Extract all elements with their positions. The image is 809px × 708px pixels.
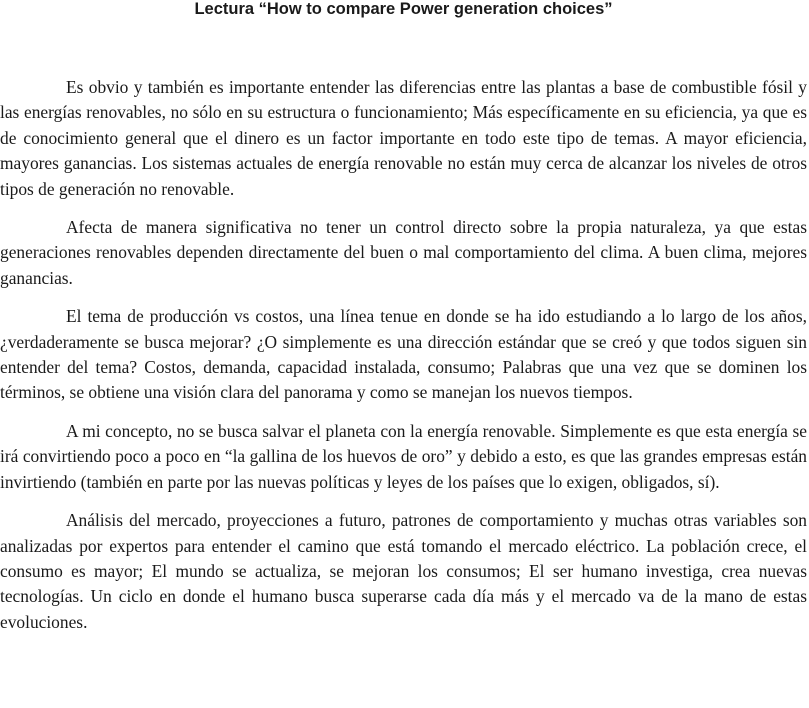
paragraph-5: Análisis del mercado, proyecciones a futuro, patrones de comportamiento y muchas otras variables son analizadas por expertos para entender el camino que está tomando el mercado eléctrico. La población crece, el consumo es mayor; El mundo se actualiza, se mejoran los consumos; El ser humano investiga, crea nuevas tecnologías. Un ciclo en donde el humano busca superarse cada día más y el mercado va de la mano de estas evoluciones. — [0, 510, 807, 632]
paragraph-3: El tema de producción vs costos, una línea tenue en donde se ha ido estudiando a lo largo de los años, ¿verdaderamente se busca mejorar? ¿O simplemente es una dirección estándar que se creó y que todos siguen sin entender del tema? Costos, demanda, capacidad instalada, consumo; Palabras que una vez que se dominen los términos, se obtiene una visión clara del panorama y como se manejan los nuevos tiempos. — [0, 306, 807, 403]
paragraph-4: A mi concepto, no se busca salvar el planeta con la energía renovable. Simplemente es que esta energía se irá convirtiendo poco a poco en “la gallina de los huevos de oro” y debido a esto, es que las grandes empresas están invirtiendo (también en parte por las nuevas políticas y leyes de los países que lo exigen, obligados, sí). — [0, 420, 807, 492]
document-title: Lectura “How to compare Power generation choices” — [194, 0, 613, 18]
paragraph-1: Es obvio y también es importante entender las diferencias entre las plantas a base de combustible fósil y las energías renovables, no sólo en su estructura o funcionamiento; Más específicamente en su eficiencia, ya que es de conocimiento general que el dinero es un factor importante en todo este tipo de temas. A mayor eficiencia, mayores ganancias. Los sistemas actuales de energía renovable no están muy cerca de alcanzar los niveles de otros tipos de generación no renovable. — [0, 77, 807, 199]
paragraph-2: Afecta de manera significativa no tener un control directo sobre la propia naturaleza, ya que estas generaciones renovables dependen directamente del buen o mal comportamiento del clima. A buen clima, mejores ganancias. — [0, 217, 807, 288]
document-body — [0, 75, 807, 635]
